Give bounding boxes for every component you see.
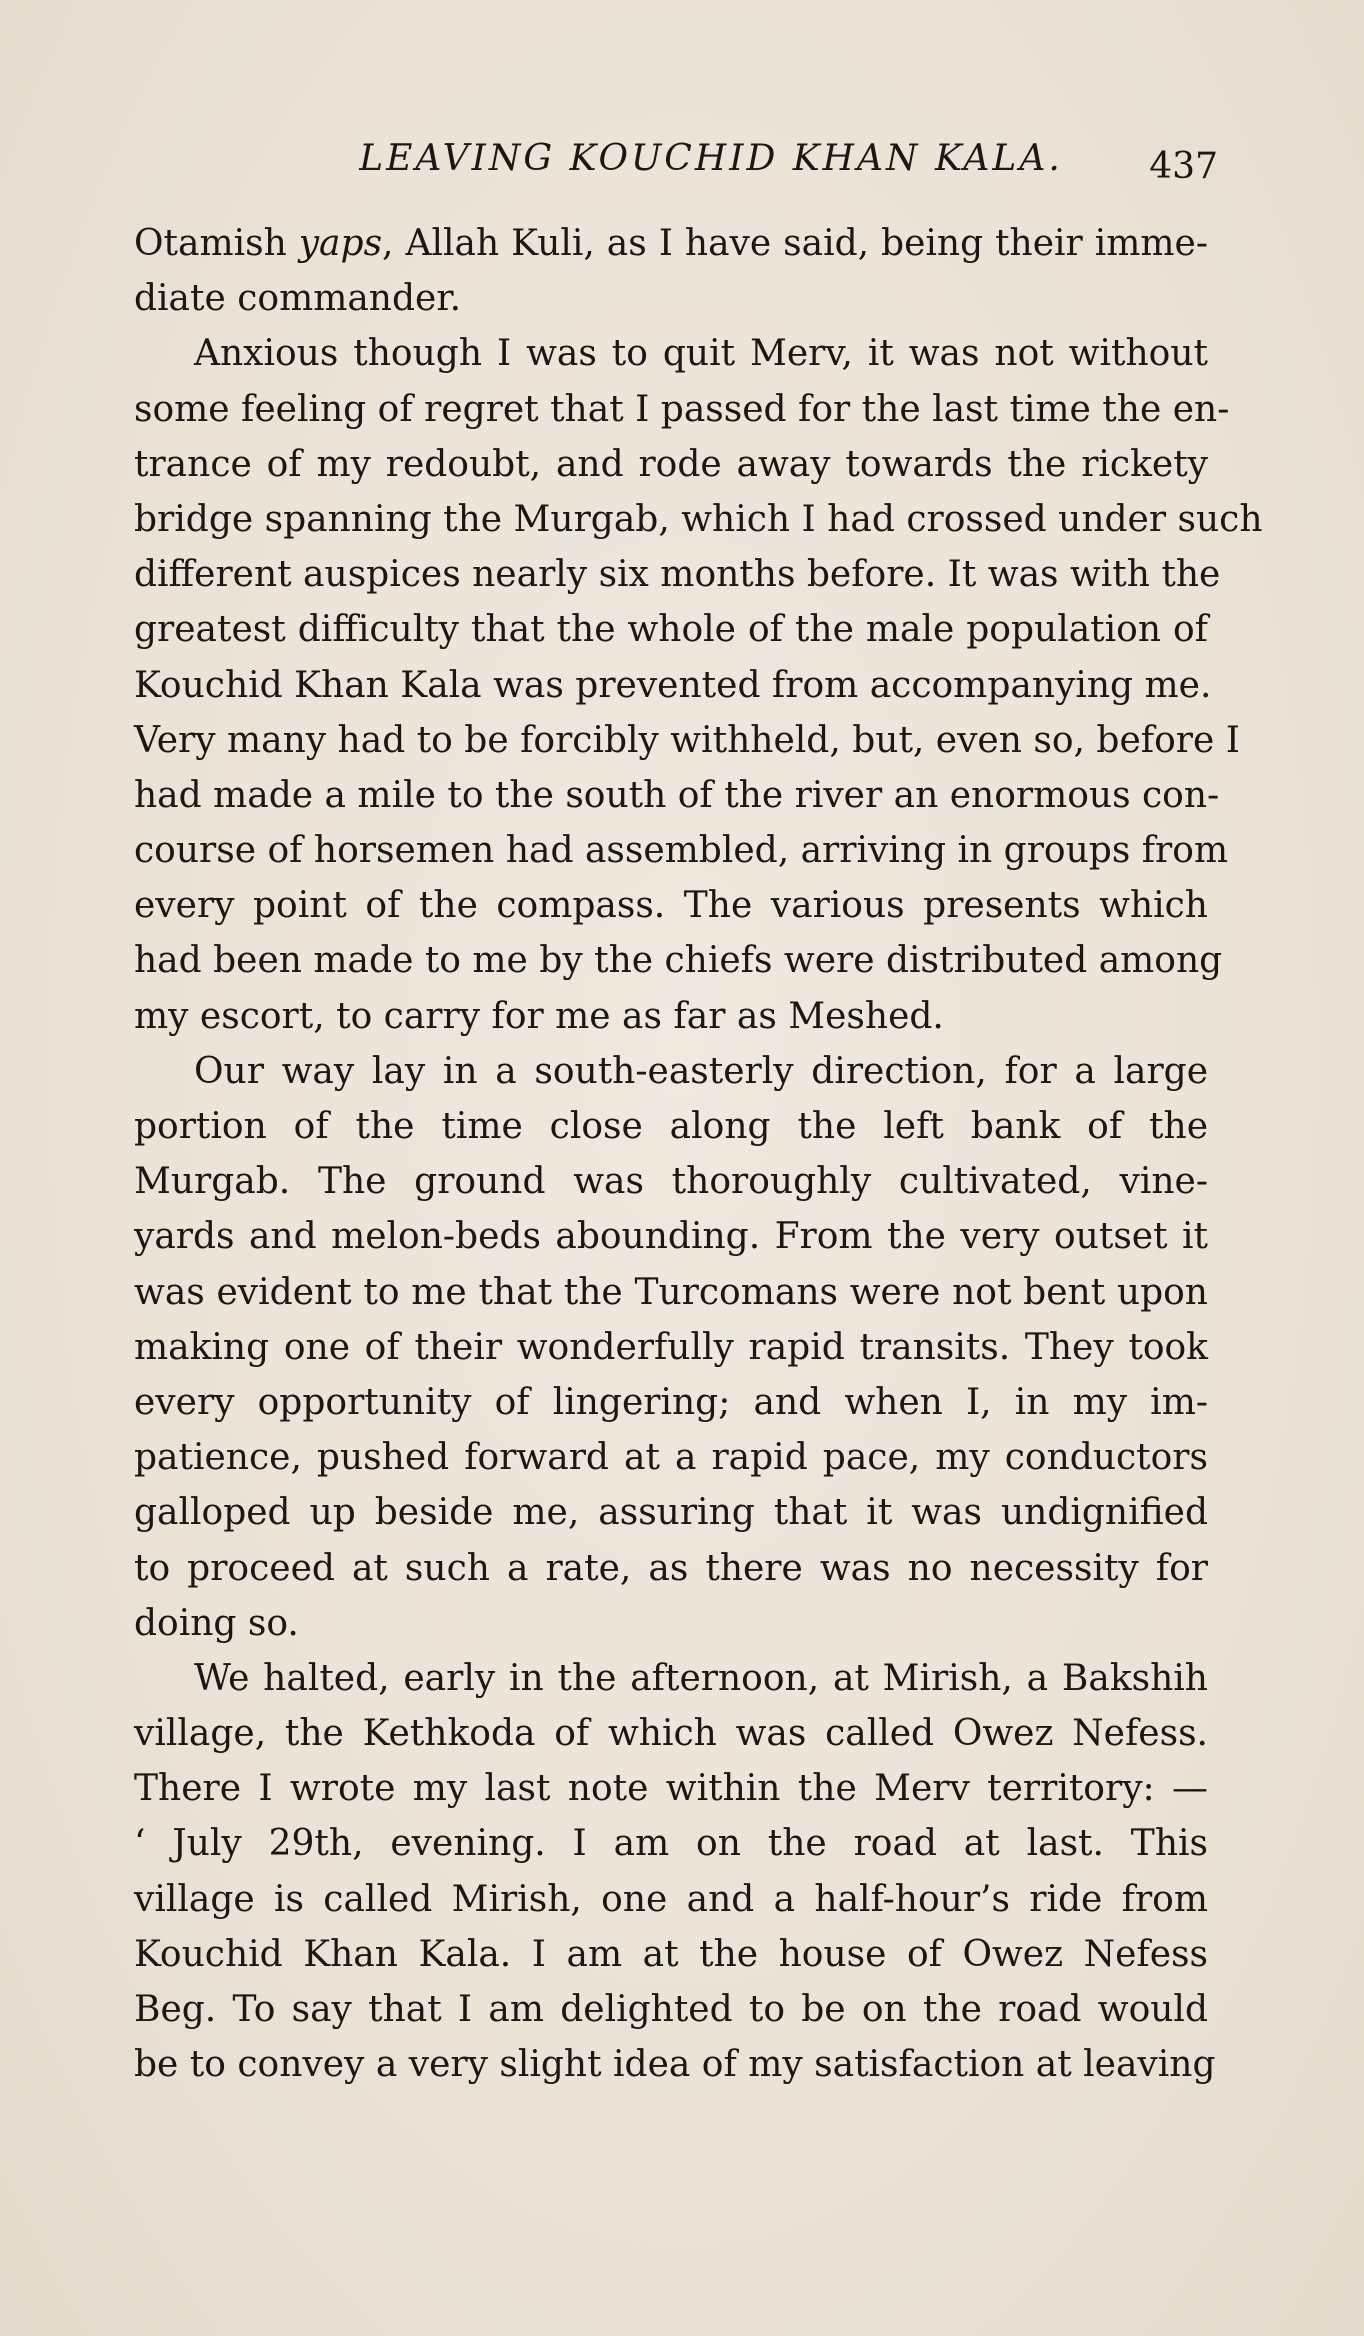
text-line: Beg. To say that I am delighted to be on the road would — [134, 1989, 1208, 2030]
text-line: galloped up beside me, assuring that it was undignified — [134, 1492, 1208, 1534]
text-line: village, the Kethkoda of which was called Owez Nefess. — [134, 1713, 1208, 1755]
text-line: village is called Mirish, one and a half-hour’s ride from — [134, 1878, 1208, 1920]
page-number: 437 — [1149, 146, 1218, 187]
text-line: diate commander. — [134, 278, 462, 320]
text-line: ‘ July 29th, evening. I am on the road at last. This — [134, 1823, 1208, 1865]
text-line: every opportunity of lingering; and when I, in my im- — [134, 1381, 1208, 1423]
text-line: be to convey a very slight idea of my satisfaction at leaving — [134, 2044, 1216, 2086]
text-line: greatest difficulty that the whole of the male population of — [134, 609, 1208, 651]
text-line: had been made to me by the chiefs were distributed among — [134, 940, 1223, 982]
text-line: Kouchid Khan Kala. I am at the house of Owez Nefess — [134, 1933, 1208, 1975]
text-line: Murgab. The ground was thoroughly cultivated, vine- — [134, 1161, 1208, 1203]
text-line: was evident to me that the Turcomans were not bent upon — [134, 1271, 1208, 1313]
text-line: yards and melon-beds abounding. From the very outset it — [134, 1216, 1208, 1258]
body-text — [134, 216, 1263, 2092]
text-line: different auspices nearly six months before. It was with the — [134, 554, 1221, 596]
running-head — [134, 138, 1218, 188]
text-line: every point of the compass. The various presents which — [134, 885, 1208, 927]
text-line: Very many had to be forcibly withheld, but, even so, before I — [134, 719, 1240, 761]
text-line: making one of their wonderfully rapid transits. They took — [134, 1326, 1208, 1368]
running-title: LEAVING KOUCHID KHAN KALA. — [359, 138, 1063, 179]
text-line: There I wrote my last note within the Merv territory: — — [134, 1768, 1208, 1810]
text-line: to proceed at such a rate, as there was no necessity for — [134, 1547, 1208, 1589]
text-line: had made a mile to the south of the river an enormous con- — [134, 774, 1220, 816]
text-line: doing so. — [134, 1602, 299, 1644]
text-line: trance of my redoubt, and rode away towards the rickety — [134, 443, 1208, 485]
text-line: some feeling of regret that I passed for the last time the en- — [134, 388, 1230, 430]
text-line: Kouchid Khan Kala was prevented from accompanying me. — [134, 664, 1212, 706]
text-line: Anxious though I was to quit Merv, it was not without — [194, 333, 1208, 375]
text-line: portion of the time close along the left bank of the — [134, 1106, 1208, 1147]
text-line: Otamish yaps, Allah Kuli, as I have said, being their imme- — [134, 223, 1208, 264]
text-line: We halted, early in the afternoon, at Mirish, a Bakshih — [194, 1657, 1208, 1699]
italic-word: yaps — [298, 223, 383, 264]
text-line: course of horsemen had assembled, arriving in groups from — [134, 830, 1229, 872]
text-line: bridge spanning the Murgab, which I had crossed under such — [134, 498, 1263, 540]
text-line: my escort, to carry for me as far as Meshed. — [134, 995, 944, 1037]
text-line: Our way lay in a south-easterly direction, for a large — [194, 1050, 1208, 1092]
text-line: patience, pushed forward at a rapid pace, my conductors — [134, 1437, 1208, 1479]
